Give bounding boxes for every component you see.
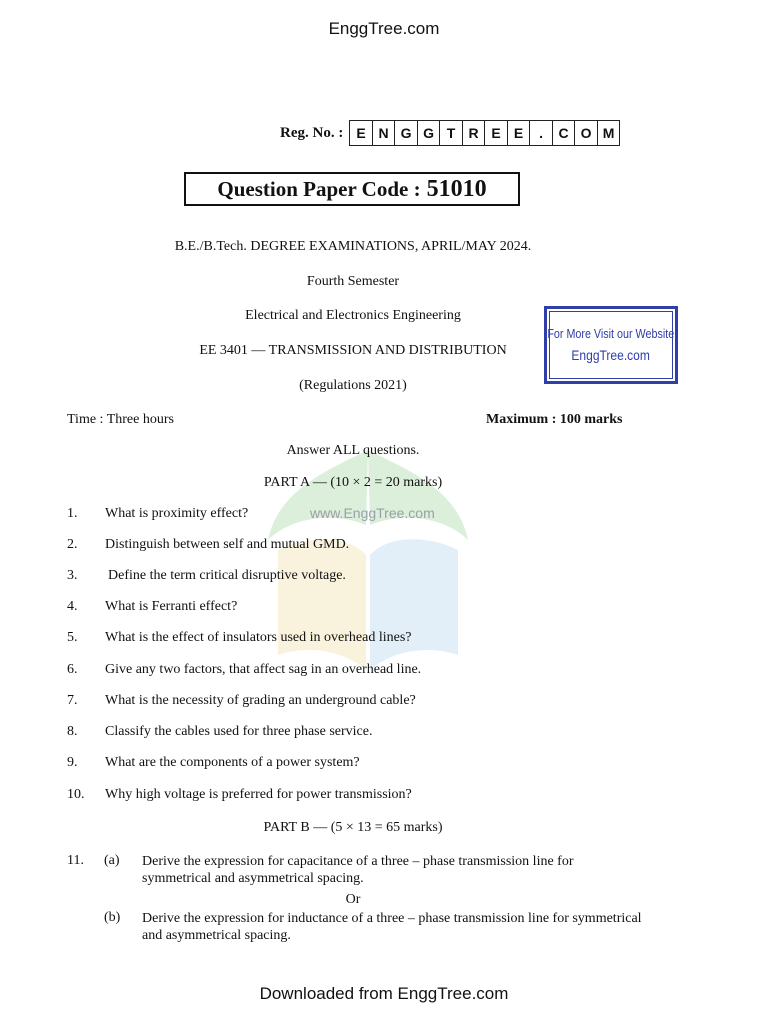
paper-code-label: Question Paper Code : (217, 176, 421, 201)
reg-no-char: R (463, 121, 486, 145)
footer-download-note: Downloaded from EnggTree.com (259, 984, 509, 1003)
reg-no-char: O (575, 121, 598, 145)
course-title: EE 3401 — TRANSMISSION AND DISTRIBUTION (199, 343, 507, 358)
question-number: 10. (67, 787, 85, 802)
question-text: Distinguish between self and mutual GMD. (105, 537, 350, 552)
question-number: 6. (67, 662, 78, 677)
question-number: 8. (67, 724, 78, 739)
reg-no-char: E (350, 121, 373, 145)
question-number: 11. (67, 853, 84, 868)
question-text: What is the necessity of grading an underground cable? (105, 693, 416, 708)
semester: Fourth Semester (306, 274, 400, 289)
reg-no-char: . (530, 121, 553, 145)
header-site-name: EnggTree.com (328, 19, 440, 38)
question-11a (0, 853, 768, 893)
question-text: What is Ferranti effect? (105, 599, 238, 614)
reg-no-char: N (373, 121, 396, 145)
part-a-heading: PART A — (10 × 2 = 20 marks) (263, 475, 443, 490)
question-text: Classify the cables used for three phase service. (105, 724, 373, 739)
sub-question-label: (a) (104, 853, 120, 868)
max-marks: Maximum : 100 marks (486, 412, 623, 427)
instructions: Answer ALL questions. (286, 443, 420, 458)
reg-no-char: M (602, 125, 615, 141)
watermark-logo-icon (248, 430, 488, 690)
question-number: 4. (67, 599, 78, 614)
part-b-heading: PART B — (5 × 13 = 65 marks) (263, 820, 443, 835)
question-text: Why high voltage is preferred for power transmission? (105, 787, 412, 802)
regulations: (Regulations 2021) (299, 378, 407, 393)
promo-line-1: For More Visit our Website (547, 327, 675, 341)
promo-box[interactable] (544, 306, 678, 384)
question-text: Define the term critical disruptive voltage. (108, 568, 346, 583)
question-number: 9. (67, 755, 78, 770)
question-number: 5. (67, 630, 78, 645)
sub-question-text: Derive the expression for capacitance of a three – phase transmission line for symmetrical and asymmetrical spacing. (142, 854, 574, 886)
reg-no-char: G (418, 121, 441, 145)
reg-no-field (280, 120, 620, 146)
reg-no-char: E (508, 121, 531, 145)
question-paper-code-box (184, 172, 520, 206)
time-label: Time : Three hours (67, 412, 174, 427)
question-number: 3. (67, 568, 78, 583)
reg-no-char: T (440, 121, 463, 145)
reg-no-char: G (395, 121, 418, 145)
reg-no-label: Reg. No. : (280, 124, 344, 141)
question-text: What are the components of a power system? (105, 755, 360, 770)
department: Electrical and Electronics Engineering (245, 308, 461, 323)
promo-line-2: EnggTree.com (571, 347, 651, 363)
sub-question-text: Derive the expression for inductance of a three – phase transmission line for symmetrical and asymmetrical spacing. (142, 911, 642, 943)
reg-no-char: C (553, 121, 576, 145)
question-text: What is the effect of insulators used in overhead lines? (105, 630, 412, 645)
sub-question-label: (b) (104, 910, 121, 925)
watermark-url: www.EnggTree.com (310, 505, 435, 521)
question-number: 1. (67, 506, 78, 521)
or-separator: Or (345, 892, 361, 907)
question-number: 7. (67, 693, 78, 708)
question-text: What is proximity effect? (105, 506, 249, 521)
exam-title: B.E./B.Tech. DEGREE EXAMINATIONS, APRIL/MAY 2024. (174, 239, 532, 254)
question-text: Give any two factors, that affect sag in an overhead line. (105, 662, 422, 677)
paper-code-value: 51010 (426, 175, 487, 202)
question-number: 2. (67, 537, 78, 552)
reg-no-boxes (349, 120, 620, 146)
reg-no-char: E (485, 121, 508, 145)
question-11b (0, 910, 768, 950)
